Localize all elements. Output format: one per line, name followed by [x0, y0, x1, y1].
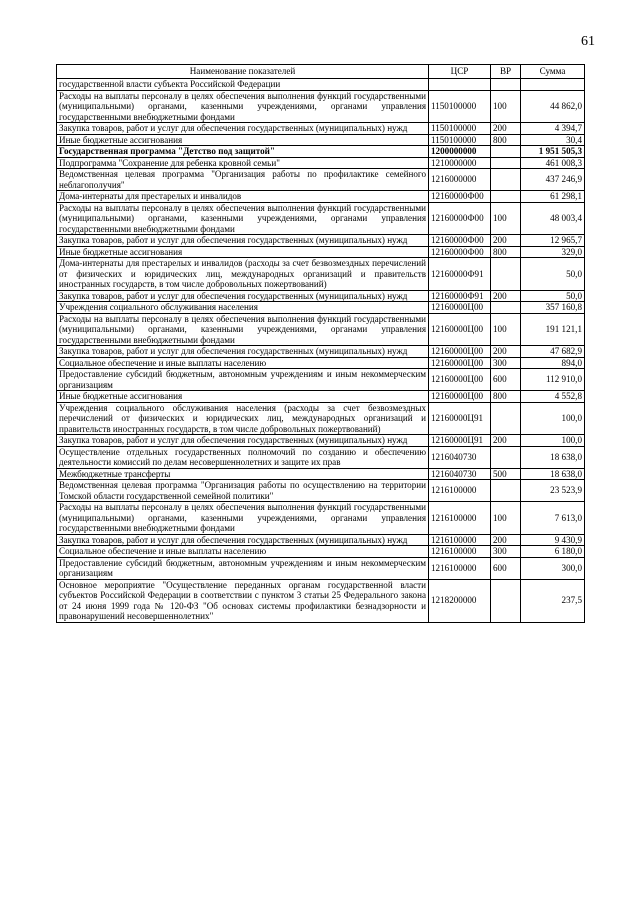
cell-csr: 12160000Ф00 [429, 235, 491, 247]
cell-vr: 300 [491, 357, 521, 369]
cell-sum: 44 862,0 [521, 90, 585, 123]
cell-sum [521, 79, 585, 91]
cell-sum: 18 638,0 [521, 446, 585, 468]
cell-sum: 112 910,0 [521, 369, 585, 391]
cell-vr: 200 [491, 534, 521, 546]
cell-csr: 1150100000 [429, 90, 491, 123]
cell-csr: 12160000Ц91 [429, 435, 491, 447]
cell-sum: 329,0 [521, 246, 585, 258]
table-row [57, 546, 585, 558]
cell-vr [491, 402, 521, 435]
cell-sum: 7 613,0 [521, 502, 585, 535]
page-number: 61 [581, 34, 595, 49]
cell-vr: 800 [491, 134, 521, 146]
cell-name: Расходы на выплаты персоналу в целях обеспечения выполнения функций государственными (муниципальными) органами, казенными учреждениями, органами управления государственными внебюджетными фондами [57, 90, 429, 123]
table-row [57, 202, 585, 235]
table-row [57, 502, 585, 535]
cell-name: государственной власти субъекта Российской Федерации [57, 79, 429, 91]
cell-name: Осуществление отдельных государственных полномочий по созданию и обеспечению деятельности комиссий по делам несовершеннолетних и защите их прав [57, 446, 429, 468]
cell-vr: 200 [491, 290, 521, 302]
cell-csr: 12160000Ц00 [429, 302, 491, 314]
cell-csr: 12160000Ц00 [429, 369, 491, 391]
cell-name: Предоставление субсидий бюджетным, автономным учреждениям и иным некоммерческим организациям [57, 557, 429, 579]
cell-sum: 50,0 [521, 258, 585, 291]
table-row [57, 369, 585, 391]
cell-csr: 1150100000 [429, 123, 491, 135]
cell-csr: 12160000Ц91 [429, 402, 491, 435]
cell-csr [429, 79, 491, 91]
cell-name: Социальное обеспечение и иные выплаты населению [57, 357, 429, 369]
table-row [57, 134, 585, 146]
cell-vr [491, 579, 521, 622]
cell-csr: 12160000Ф00 [429, 191, 491, 203]
table-row [57, 290, 585, 302]
cell-vr: 200 [491, 435, 521, 447]
cell-name: Иные бюджетные ассигнования [57, 134, 429, 146]
cell-sum: 50,0 [521, 290, 585, 302]
cell-vr: 600 [491, 557, 521, 579]
cell-sum: 61 298,1 [521, 191, 585, 203]
table-row [57, 579, 585, 622]
cell-vr: 100 [491, 90, 521, 123]
table-row [57, 391, 585, 403]
cell-vr: 300 [491, 546, 521, 558]
cell-vr: 200 [491, 235, 521, 247]
cell-vr [491, 169, 521, 191]
table-row [57, 402, 585, 435]
cell-vr: 200 [491, 346, 521, 358]
table-row [57, 435, 585, 447]
cell-csr: 1216040730 [429, 468, 491, 480]
cell-sum: 437 246,9 [521, 169, 585, 191]
cell-name: Дома-интернаты для престарелых и инвалидов (расходы за счет безвозмездных перечислений от физических и юридических лиц, международных организаций и правительств иностранных государств, в том числе добровольных пожертвований) [57, 258, 429, 291]
cell-sum: 6 180,0 [521, 546, 585, 558]
cell-name: Учреждения социального обслуживания населения (расходы за счет безвозмездных перечислений от физических и юридических лиц, международных организаций и правительств иностранных государств, в том числе добровольных пожертвований) [57, 402, 429, 435]
header-sum: Сумма [521, 65, 585, 79]
cell-sum: 12 965,7 [521, 235, 585, 247]
cell-csr: 1216000000 [429, 169, 491, 191]
table-row [57, 90, 585, 123]
table-row [57, 468, 585, 480]
table-header-row [57, 65, 585, 79]
cell-name: Учреждения социального обслуживания населения [57, 302, 429, 314]
cell-vr: 600 [491, 369, 521, 391]
cell-name: Закупка товаров, работ и услуг для обеспечения государственных (муниципальных) нужд [57, 534, 429, 546]
cell-vr [491, 258, 521, 291]
cell-name: Закупка товаров, работ и услуг для обеспечения государственных (муниципальных) нужд [57, 290, 429, 302]
table-row [57, 235, 585, 247]
cell-name: Социальное обеспечение и иные выплаты населению [57, 546, 429, 558]
cell-csr: 1216100000 [429, 502, 491, 535]
cell-name: Дома-интернаты для престарелых и инвалидов [57, 191, 429, 203]
cell-csr: 12160000Ф91 [429, 258, 491, 291]
cell-name: Расходы на выплаты персоналу в целях обеспечения выполнения функций государственными (муниципальными) органами, казенными учреждениями, органами управления государственными внебюджетными фондами [57, 502, 429, 535]
table-row [57, 157, 585, 169]
table-body [57, 79, 585, 623]
cell-sum: 47 682,9 [521, 346, 585, 358]
cell-sum: 461 008,3 [521, 157, 585, 169]
table-row [57, 557, 585, 579]
cell-vr: 500 [491, 468, 521, 480]
cell-vr: 800 [491, 246, 521, 258]
cell-name: Закупка товаров, работ и услуг для обеспечения государственных (муниципальных) нужд [57, 123, 429, 135]
cell-vr: 100 [491, 502, 521, 535]
cell-name: Закупка товаров, работ и услуг для обеспечения государственных (муниципальных) нужд [57, 435, 429, 447]
cell-csr: 12160000Ф00 [429, 246, 491, 258]
cell-csr: 1216100000 [429, 546, 491, 558]
cell-sum: 894,0 [521, 357, 585, 369]
table-row [57, 346, 585, 358]
cell-csr: 1216100000 [429, 480, 491, 502]
cell-vr [491, 302, 521, 314]
cell-vr [491, 480, 521, 502]
table-row [57, 446, 585, 468]
cell-sum: 18 638,0 [521, 468, 585, 480]
cell-csr: 12160000Ф00 [429, 202, 491, 235]
cell-csr: 1218200000 [429, 579, 491, 622]
table-row [57, 313, 585, 346]
cell-name: Ведомственная целевая программа "Организация работы по профилактике семейного неблагополучия" [57, 169, 429, 191]
cell-vr [491, 446, 521, 468]
cell-vr [491, 79, 521, 91]
cell-name: Основное мероприятие "Осуществление переданных органам государственной власти субъектов Российской Федерации в соответствии с пунктом 3 статьи 25 Федерального закона от 24 июня 1999 года № 120-ФЗ "Об основах системы профилактики безнадзорности и правонарушений несовершеннолетних" [57, 579, 429, 622]
table-row [57, 302, 585, 314]
cell-sum: 357 160,8 [521, 302, 585, 314]
cell-name: Подпрограмма "Сохранение для ребенка кровной семьи" [57, 157, 429, 169]
cell-csr: 1216100000 [429, 557, 491, 579]
table-row [57, 246, 585, 258]
cell-csr: 1210000000 [429, 157, 491, 169]
cell-vr [491, 191, 521, 203]
table-row [57, 123, 585, 135]
cell-vr: 200 [491, 123, 521, 135]
table-row [57, 79, 585, 91]
cell-sum: 100,0 [521, 435, 585, 447]
header-csr: ЦСР [429, 65, 491, 79]
cell-sum: 48 003,4 [521, 202, 585, 235]
cell-name: Закупка товаров, работ и услуг для обеспечения государственных (муниципальных) нужд [57, 346, 429, 358]
cell-sum: 237,5 [521, 579, 585, 622]
cell-csr: 1200000000 [429, 146, 491, 158]
cell-name: Иные бюджетные ассигнования [57, 391, 429, 403]
cell-name: Расходы на выплаты персоналу в целях обеспечения выполнения функций государственными (муниципальными) органами, казенными учреждениями, органами управления государственными внебюджетными фондами [57, 313, 429, 346]
header-name: Наименование показателей [57, 65, 429, 79]
cell-csr: 1150100000 [429, 134, 491, 146]
cell-vr: 100 [491, 313, 521, 346]
cell-sum: 100,0 [521, 402, 585, 435]
table-row [57, 191, 585, 203]
cell-vr [491, 157, 521, 169]
cell-name: Закупка товаров, работ и услуг для обеспечения государственных (муниципальных) нужд [57, 235, 429, 247]
cell-csr: 12160000Ф91 [429, 290, 491, 302]
table-row [57, 357, 585, 369]
cell-sum: 4 552,8 [521, 391, 585, 403]
cell-csr: 12160000Ц00 [429, 391, 491, 403]
cell-vr: 100 [491, 202, 521, 235]
cell-sum: 9 430,9 [521, 534, 585, 546]
cell-name: Государственная программа "Детство под защитой" [57, 146, 429, 158]
cell-name: Межбюджетные трансферты [57, 468, 429, 480]
cell-name: Иные бюджетные ассигнования [57, 246, 429, 258]
cell-sum: 23 523,9 [521, 480, 585, 502]
cell-vr [491, 146, 521, 158]
cell-csr: 1216100000 [429, 534, 491, 546]
cell-sum: 300,0 [521, 557, 585, 579]
cell-sum: 191 121,1 [521, 313, 585, 346]
header-vr: ВР [491, 65, 521, 79]
cell-sum: 1 951 505,3 [521, 146, 585, 158]
table-row [57, 146, 585, 158]
cell-name: Расходы на выплаты персоналу в целях обеспечения выполнения функций государственными (муниципальными) органами, казенными учреждениями, органами управления государственными внебюджетными фондами [57, 202, 429, 235]
cell-csr: 12160000Ц00 [429, 313, 491, 346]
cell-name: Предоставление субсидий бюджетным, автономным учреждениям и иным некоммерческим организациям [57, 369, 429, 391]
table-row [57, 480, 585, 502]
cell-csr: 12160000Ц00 [429, 357, 491, 369]
cell-vr: 800 [491, 391, 521, 403]
cell-sum: 30,4 [521, 134, 585, 146]
cell-csr: 12160000Ц00 [429, 346, 491, 358]
cell-csr: 1216040730 [429, 446, 491, 468]
table-row [57, 534, 585, 546]
table-row [57, 258, 585, 291]
cell-sum: 4 394,7 [521, 123, 585, 135]
budget-table [56, 64, 585, 623]
cell-name: Ведомственная целевая программа "Организация работы по осуществлению на территории Томской области государственной семейной политики" [57, 480, 429, 502]
table-row [57, 169, 585, 191]
